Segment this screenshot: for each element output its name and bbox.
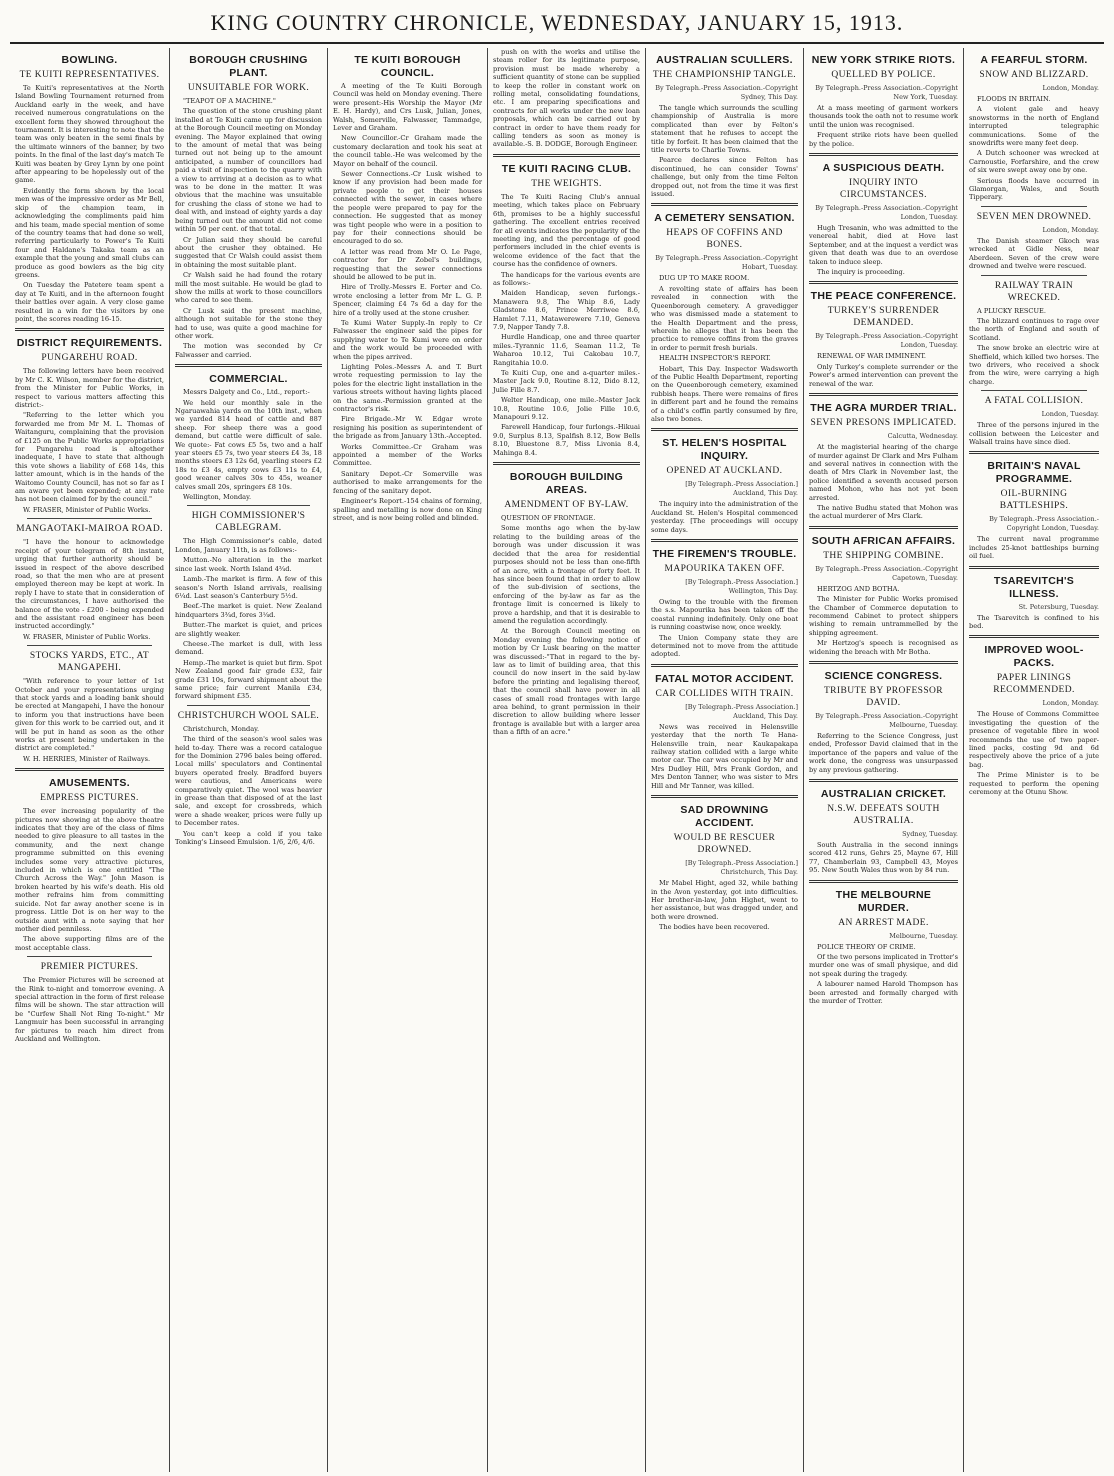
article-headline: AUSTRALIAN CRICKET. (820, 788, 947, 801)
article-paragraph: Of the two persons implicated in Trotter's murder one was of small physique, and did not speak during the tragedy. (809, 953, 958, 978)
article-paragraph: QUESTION OF FRONTAGE. (501, 514, 596, 523)
article-paragraph: The blizzard continues to rage over the north of England and south of Scotland. (969, 316, 1099, 342)
divider (969, 566, 1099, 569)
article-headline: SOUTH AFRICAN AFFAIRS. (811, 534, 956, 547)
article-headline: BOROUGH BUILDING AREAS. (509, 471, 624, 497)
article-headline: TE KUITI RACING CLUB. (501, 162, 632, 175)
divider (809, 880, 958, 883)
article (651, 795, 798, 931)
article-paragraph: Hugh Tresanin, who was admitted to the venereal habit, died at Hove last September, and at the inquest a verdict was given that death was due to an overdose taken to induce sleep. (809, 224, 958, 266)
article-headline: TSAREVITCH'S ILLNESS. (993, 574, 1075, 600)
article-paragraph: Farewell Handicap, four furlongs.-Hikuai 9.0, Surplus 8.13, Spalfish 8.12, Bow Bells 8.10, Bluestone 8.7, Miss Livonia 8.4, Mahinga 8.4. (493, 423, 640, 457)
article-paragraph: We held our monthly sale in the Ngaruawahia yards on the 10th inst., when we yarded 814 head of cattle and 887 sheep. For sheep there was a good demand, but cattle were difficult of sale. We quote:- Fat cows £5 5s, two and a half year steers £5 7s, two year steers £4 3s, 18 months steers £3 12s 6d, yearling steers £2 18s to £3 4s, empty cows £3 11s to £4, good weaner calves 30s to 45s, weaner calves small 20s, springers £8 10s. (175, 398, 322, 491)
article-paragraph: The native Budhu stated that Mohon was the actual murderer of Mrs Clark. (809, 503, 958, 521)
divider (175, 364, 322, 367)
article-paragraph: The question of the stone crushing plant installed at Te Kuiti came up for discussion at the Borough Council meeting on Monday evening. The Mayor explained that owing to the amount of metal that was being turned out not being up to the amount anticipated, a number of councillors had paid a visit of inspection to the quarry with a view to arriving at a decision as to what was to be done in the matter. It was obvious that the machine was unsuitable for crushing the class of stone we had to deal with, and instead of eighty yards a day being turned out the amount did not come within 50 per cent. of that total. (175, 107, 322, 234)
article-dateline: Melbourne, Tuesday. (889, 931, 958, 940)
divider (27, 645, 152, 646)
article-subhead: MANGAOTAKI-MAIROA ROAD. (16, 524, 163, 535)
article-headline: TE KUITI BOROUGH COUNCIL. (354, 54, 461, 79)
article-paragraph: News was received in Helensville yesterday that the north Te Hana-Helensville train, near Kaukapakapa railway station collided with a large white motor car. The car was occupied by Mr and Mrs Dudley Hill, Mrs Frank Gordon, and Mrs Denton Tanner, who was sister to Mrs Hill and Mr Tanner, was killed. (651, 722, 798, 790)
article-subhead: PAPER LININGS RECOMMENDED. (993, 673, 1075, 696)
divider (15, 768, 164, 771)
article (969, 566, 1099, 631)
article-paragraph: Owing to the trouble with the firemen the s.s. Mapourika has been taken off the coastal running indefinitely. Only one boat is running coastwise now, once weekly. (651, 598, 798, 632)
masthead-title: KING COUNTRY CHRONICLE, WEDNESDAY, JANUARY 15, 1913. (10, 8, 1104, 44)
article-dateline: By Telegraph.-Press Association.-Copyright London, Tuesday. (989, 515, 1099, 533)
divider (187, 505, 310, 506)
article (969, 275, 1099, 387)
divider (809, 281, 958, 284)
article-paragraph: "Referring to the letter which you forwarded me from Mr M. L. Thomas of Waitanguru, complaining that the provision of £125 on the Public Works appropriations for Pungarehu road is altogether inadequate, I have to state that although this vote shows a liability of £68 14s, this latter amount, which is in the hands of the Waitomo County Council, has not so far as I am aware yet been expended; at any rate has not been claimed for by the council." (15, 411, 164, 504)
article-subhead: PREMIER PICTURES. (40, 962, 139, 973)
article-headline: FATAL MOTOR ACCIDENT. (655, 672, 794, 685)
article-subhead: A FATAL COLLISION. (984, 396, 1084, 407)
divider (187, 705, 310, 706)
article-paragraph: W. FRASER, Minister of Public Works. (23, 505, 151, 514)
article-paragraph: Referring to the Science Congress, just ended, Professor David claimed that in the importance of the papers and value of the work done, the congress was unsurpassed by any previous gathering. (809, 732, 958, 774)
article-paragraph: Lamb.-The market is firm. A few of this season's North Island arrivals, realising 6¼d. Last season's Canterbury 5½d. (175, 575, 322, 600)
article-headline: BRITAIN'S NAVAL PROGRAMME. (987, 460, 1081, 486)
article-paragraph: A PLUCKY RESCUE. (977, 306, 1046, 315)
article-paragraph: Serious floods have occurred in Glamorgan, Wales, and South Tipperary. (969, 176, 1099, 202)
article (175, 505, 322, 700)
article-dateline: By Telegraph.-Press Association.-Copyright Sydney, This Day. (655, 84, 798, 101)
divider (969, 635, 1099, 638)
article-paragraph: RENEWAL OF WAR IMMINENT. (817, 352, 926, 361)
article-paragraph: Messrs Dalgety and Co., Ltd., report:- (183, 388, 310, 397)
article-paragraph: Welter Handicap, one mile.-Master Jack 10.8, Routine 10.6, Jolie Fille 10.6, Manapouri 9.12. (493, 396, 640, 422)
article-paragraph: The Premier Pictures will be screened at the Rink to-night and tomorrow evening. A special attraction in the form of first release films will be shown. The star attraction will be "Curfew Shall Not Ring To-night." Mr Langmuir has been successful in arranging for pictures to reach him direct from Auckland and Wellington. (15, 976, 164, 1043)
column-3 (328, 48, 488, 1472)
divider (651, 428, 798, 431)
article-paragraph: Engineer's Report.-154 chains of forming, spalling and metalling is now done on King street, and is now being rolled and blinded. (333, 497, 482, 522)
article-paragraph: Christchurch, Monday. (183, 724, 260, 733)
article-paragraph: At a mass meeting of garment workers thousands took the oath not to resume work until the union was recognised. (809, 104, 958, 129)
divider (15, 328, 164, 331)
article-subhead: STOCKS YARDS, ETC., AT MANGAPEHI. (29, 651, 150, 674)
article (175, 705, 322, 847)
article-paragraph: DUG UP TO MAKE ROOM. (659, 274, 750, 283)
article-paragraph: Cr Lusk said the present machine, although not suitable for the stone they had to use, was quite a good machine for other work. (175, 306, 322, 340)
article-paragraph: W. FRASER, Minister of Public Works. (23, 632, 151, 641)
article-dateline: London, Monday. (1042, 699, 1099, 708)
article-paragraph: Mr Mabel Hight, aged 32, while bathing in the Avon yesterday, got into difficulties. Her brother-in-law, John Highet, went to her assistance, but was dragged under, and both were drowned. (651, 879, 798, 921)
article-paragraph: "I have the honour to acknowledge receipt of your telegram of 8th instant, urging that further authority should be issued in respect of the above described road, so that the men who are at present employed thereon may be kept at work. In reply I have to state that in consideration of the circumstances, I have authorised the balance of the vote - £200 - being expended and the assistant road engineer has been instructed accordingly." (15, 538, 164, 631)
article-subhead: SEVEN MEN DROWNED. (976, 211, 1092, 222)
article-headline: THE FIREMEN'S TROUBLE. (652, 548, 797, 560)
divider (809, 393, 958, 396)
divider (651, 539, 798, 542)
article (175, 54, 322, 359)
article-headline: NEW YORK STRIKE RIOTS. (811, 54, 956, 66)
article (809, 54, 958, 148)
article-paragraph: The snow broke an electric wire at Sheffield, which killed two horses. The two drivers, who received a shock from the wire, were carrying a high charge. (969, 344, 1099, 386)
article-subhead: THE CHAMPIONSHIP TANGLE. (652, 70, 797, 80)
article-dateline: By Telegraph.-Press Association.-Copyright London, Tuesday. (815, 332, 958, 350)
article-paragraph: The Danish steamer Gkoch was wrecked at Gidle Ness, near Aberdeen. Seven of the crew were drowned and twelve were rescued. (969, 236, 1099, 271)
divider (981, 390, 1087, 391)
article-paragraph: HEALTH INSPECTOR'S REPORT. (659, 354, 771, 363)
divider (809, 779, 958, 782)
article (969, 390, 1099, 446)
article-subhead: CAR COLLIDES WITH TRAIN. (655, 688, 794, 699)
article-paragraph: HERTZOG AND BOTHA. (817, 584, 900, 593)
article-paragraph: The motion was seconded by Cr Falwasser and carried. (175, 342, 322, 359)
column-7 (964, 48, 1104, 1472)
article-subhead: MAPOURIKA TAKEN OFF. (664, 564, 785, 574)
article-paragraph: On Tuesday the Patetere team spent a day at Te Kuiti, and in the afternoon fought their battles over again. A very close game resulted in a win for the visitors by one point, the scores reading 16-15. (15, 281, 164, 323)
divider (981, 206, 1087, 207)
article (809, 393, 958, 521)
article-dateline: By Telegraph.-Press Association.-Copyright Hobart, Tuesday. (655, 254, 798, 272)
article-paragraph: Some months ago when the by-law relating to the building areas of the borough was under discussion it was decided that the area for residential purposes should not be less than one-fifth of an acre, with a frontage of forty feet. It has since been found that in order to allow of the sub-division of sections, the enforcing of the by-law as far as the frontage limit is concerned is likely to prove a hardship, and that it is desirable to amend the regulation accordingly. (493, 524, 640, 625)
article-paragraph: The ever increasing popularity of the pictures now showing at the above theatre indicates that they are of the class of films needed to give pleasure to all tastes in the community, and the next change programme submitted on this evening includes some very attractive pictures, included in which is one entitled "The Church Across the Way." John Mason is broken hearted by his wife's death. His old mother refrains him from committing suicide. Not far away another scene is in progress. Little Dot is on her way to the outside aunt with a note saying that her mother died penniless. (15, 807, 164, 933)
article-paragraph: Cr Julian said they should be careful about the crusher they obtained. He suggested that Cr Walsh could assist them in obtaining the most suitable plant. (175, 235, 322, 269)
article-paragraph: A labourer named Harold Thompson has been arrested and formally charged with the murder of Trotter. (809, 980, 958, 1006)
column-2 (170, 48, 328, 1472)
article-paragraph: The bodies have been recovered. (659, 923, 770, 932)
article-subhead: RAILWAY TRAIN WRECKED. (994, 280, 1074, 303)
article-paragraph: Three of the persons injured in the collision between the Leicester and Walsall trains have since died. (969, 421, 1099, 446)
article-paragraph: Beef.-The market is quiet. New Zealand hindquarters 3¾d, fores 3¼d. (175, 602, 322, 619)
article-paragraph: The inquiry into the administration of the Auckland St. Helen's Hospital commenced yesterday. [The proceedings will occupy some days. (651, 500, 798, 534)
article-subhead: CHRISTCHURCH WOOL SALE. (177, 710, 320, 721)
article-dateline: By Telegraph.-Press Association.-Copyright London, Tuesday. (815, 204, 958, 222)
article-paragraph: Evidently the form shown by the local men was of the impressive order as Mr Bell, skip of the champion team, in acknowledging the compliments paid him and his team, made special mention of some of the country teams that had done so well, referring particularly to Power's Te Kuiti four and Haldane's Takaka team as an example that the young and small clubs can produce as good bowlers as the big city greens. (15, 186, 164, 279)
article-paragraph: A violent gale and heavy snowstorms in the north of England interrupted telegraphic communications. Some of the snowdrifts were many feet deep. (969, 105, 1099, 148)
article-paragraph: POLICE THEORY OF CRIME. (817, 942, 916, 951)
article-subhead: EMPRESS PICTURES. (40, 793, 139, 804)
article (333, 54, 482, 522)
article-paragraph: You can't keep a cold if you take Tonking's Linseed Emulsion. 1/6, 2/6, 4/6. (175, 829, 322, 847)
article-subhead: THE SHIPPING COMBINE. (823, 550, 944, 561)
article-dateline: Calcutta, Wednesday. (887, 432, 958, 441)
article-paragraph: FLOODS IN BRITAIN. (977, 95, 1051, 103)
article-paragraph: Cheese.-The market is dull, with less demand. (175, 639, 322, 657)
article-headline: THE AGRA MURDER TRIAL. (810, 402, 957, 415)
article-paragraph: The High Commissioner's cable, dated London, January 11th, is as follows:- (175, 537, 322, 554)
article-headline: AMUSEMENTS. (49, 777, 130, 790)
article (15, 645, 164, 763)
article-paragraph: Fire Brigade.-Mr W. Edgar wrote resigning his position as superintendent of the brigade as from January 13th.-Accepted. (333, 415, 482, 441)
article (651, 428, 798, 534)
article-subhead: HEAPS OF COFFINS AND BONES. (666, 228, 783, 251)
article-paragraph: Wellington, Monday. (183, 493, 252, 502)
article-headline: SAD DROWNING ACCIDENT. (680, 804, 769, 830)
article-dateline: London, Monday. (1042, 225, 1099, 234)
divider (969, 451, 1099, 454)
article-paragraph: New Councillor.-Cr Graham made the customary declaration and took his seat at the council table.-He was welcomed by the Mayor on behalf of the council. (333, 134, 482, 168)
article-paragraph: The Minister for Public Works promised the Chamber of Commerce deputation to recommend Cabinet to protect shippers wishing to remain untrammelled by the shipping agreement. (809, 595, 958, 637)
article-subhead: SNOW AND BLIZZARD. (979, 70, 1089, 80)
divider (493, 462, 640, 465)
article-headline: THE PEACE CONFERENCE. (810, 290, 957, 303)
article (493, 48, 640, 149)
article (969, 635, 1099, 796)
article-paragraph: Hobart, This Day. Inspector Wadsworth of the Public Health Department, reporting on the Queenborough cemetery, examined rubbish heaps. There were remains of fires in different part and he found the remains of a child's coffin partly consumed by fire, also two bones. (651, 364, 798, 423)
article-subhead: TE KUITI REPRESENTATIVES. (19, 70, 160, 80)
column-6 (804, 48, 964, 1472)
article-paragraph: A revolting state of affairs has been revealed in connection with the Queenborough cemetery. A gravedigger who was dismissed made a statement to the Health Department and the press, wherein he alleges that it has been the practice to remove coffins from the graves in order to permit fresh burials. (651, 284, 798, 352)
article-headline: AUSTRALIAN SCULLERS. (656, 54, 793, 66)
article-paragraph: South Australia in the second innings scored 412 runs, Gehrs 25, Mayne 67, Hill 77, Chamberlain 93, Campbell 43, Moyes 95. New South Wales thus won by 84 run. (809, 841, 958, 875)
column-5 (646, 48, 804, 1472)
article-dateline: Sydney, Tuesday. (902, 830, 958, 839)
divider (809, 661, 958, 664)
article-paragraph: The House of Commons Committee investigating the question of the presence of vegetable fibre in wool recommends the use of two paper-lined packs, costing 9d and 6d respectively above the price of a jute bag. (969, 710, 1099, 769)
article (969, 206, 1099, 271)
article-paragraph: Cr Walsh said he had found the rotary mill the most suitable. He would be glad to show the mills at work to those councillors who cared to see them. (175, 271, 322, 305)
article-paragraph: The inquiry is proceeding. (817, 268, 905, 277)
article-paragraph: Hire of Trolly.-Messrs E. Forter and Co. wrote enclosing a letter from Mr L. G. P. Spencer, claiming £4 7s 6d a day for the hire of a trolly used at the stone crusher. (333, 283, 482, 317)
article-headline: BOWLING. (61, 54, 118, 66)
divider (493, 154, 640, 157)
article-headline: DISTRICT REQUIREMENTS. (16, 337, 163, 350)
article (15, 768, 164, 952)
article-dateline: [By Telegraph.-Press Association.] Wellington, This Day. (685, 578, 798, 595)
article (651, 54, 798, 198)
article-subhead: OPENED AT AUCKLAND. (666, 466, 783, 477)
article-paragraph: Te Kumi Water Supply.-In reply to Cr Falwasser the engineer said the pipes for supplying water to Te Kumi were on order and the work would be proceeded with when the pipes arrived. (333, 318, 482, 361)
divider (651, 664, 798, 667)
article-dateline: St. Petersburg, Tuesday. (1018, 602, 1099, 611)
article-paragraph: Te Kuiti's representatives at the North Island Bowling Tournament returned from Auckland early in the week, and have received numerous congratulations on the excellent form they showed throughout the tournament. It is interesting to note that the team was only beaten in the semi finals by the ultimate winners of the banner, by two points. In the final of the last day's match Te Kuiti was beaten by Grey Lynn by one point after appearing to be hopelessly out of the game. (15, 84, 164, 185)
article-headline: A CEMETERY SENSATION. (654, 212, 795, 225)
article-paragraph: The Prime Minister is to be requested to perform the opening ceremony at the Otunu Show. (969, 771, 1099, 797)
divider (809, 526, 958, 529)
article (15, 956, 164, 1043)
article-subhead: OIL-BURNING BATTLESHIPS. (999, 489, 1069, 512)
article-subhead: TURKEY'S SURRENDER DEMANDED. (827, 306, 940, 329)
article (493, 154, 640, 457)
article-paragraph: A meeting of the Te Kuiti Borough Council was held on Monday evening. There were present:-His Worship the Mayor (Mr E. H. Hardy), and Crs Lusk, Julian, Jones, Walsh, Somerville, Falwasser, Tammadge, Lever and Graham. (333, 82, 482, 133)
article-headline: SCIENCE CONGRESS. (824, 670, 943, 682)
divider (981, 275, 1087, 276)
column-4 (488, 48, 646, 1472)
article-subhead: N.S.W. DEFEATS SOUTH AUSTRALIA. (827, 804, 940, 827)
article-paragraph: A letter was read from Mr O. Le Page, contractor for Dr Zobel's buildings, requesting that the sewer connections should be allowed to be put in. (333, 247, 482, 281)
article-paragraph: The current naval programme includes 25-knot battleships burning oil fuel. (969, 535, 1099, 561)
article-headline: BOROUGH CRUSHING PLANT. (189, 54, 308, 79)
article-paragraph: Only Turkey's complete surrender or the Power's armed intervention can prevent the renewal of the war. (809, 362, 958, 388)
article-paragraph: The third of the season's wool sales was held to-day. There was a record catalogue for the Dominion 2796 bales being offered. Local mills' speculators and Continental buyers operated freely. Bradford buyers were cautious, and Americans were comparatively quiet. The wool was heavier in grease than that disposed of at the last sale, and except for crossbreds, which were a shade weaker, prices were fully up to December rates. (175, 735, 322, 828)
article-paragraph: W. H. HERRIES, Minister of Railways. (23, 754, 151, 763)
article-subhead: SEVEN PRESONS IMPLICATED. (810, 418, 957, 429)
article-paragraph: Hemp.-The market is quiet but firm. Spot New Zealand good fair grade £32, fair grade £31 10s, forward shipment about the same price; fair current Manila £34, forward shipment £35. (175, 658, 322, 701)
divider (651, 795, 798, 798)
article-paragraph: Butter.-The market is quiet, and prices are slightly weaker. (175, 621, 322, 638)
article-paragraph: Pearce declares since Felton has discontinued, he can consider Towns' challenge, but only from the time Felton dropped out, not from the time it was first issued. (651, 156, 798, 199)
divider (27, 956, 152, 957)
article (651, 664, 798, 790)
article-paragraph: Te Kuiti Cup, one and a-quarter miles.-Master Jack 9.0, Routine 8.12, Dido 8.12, Julie Fille 8.7. (493, 369, 640, 394)
article (651, 539, 798, 659)
article (809, 153, 958, 276)
article-dateline: By Telegraph.-Press Association.-Copyright New York, Tuesday. (815, 84, 958, 101)
article (809, 661, 958, 774)
article-headline: ST. HELEN'S HOSPITAL INQUIRY. (662, 437, 787, 463)
article-paragraph: At the magisterial hearing of the charge of murder against Dr Clark and Mrs Fulham and several natives in connection with the death of Mrs Clark in November last, the police identified a seventh accused person named Mohon, who has not yet been arrested. (809, 443, 958, 502)
article-paragraph: Frequent strike riots have been quelled by the police. (809, 131, 958, 148)
article (809, 779, 958, 875)
column-1 (10, 48, 170, 1472)
article-paragraph: The tangle which surrounds the sculling championship of Australia is more complicated than ever by Felton's statement that he refuses to accept the title by forfeit. It has been claimed that the title reverts to Charlie Towns. (651, 104, 798, 155)
article-subhead: AMENDMENT OF BY-LAW. (504, 500, 629, 511)
article (651, 203, 798, 423)
article-dateline: London, Monday. (1042, 84, 1099, 92)
article-paragraph: The Tsarevitch is confined to his bed. (969, 613, 1099, 630)
article (15, 328, 164, 514)
article-paragraph: Lighting Poles.-Messrs A. and T. Burt wrote requesting permission to lay the poles for the electric light installation in the various streets without having lights placed on the same.-Permission granted at the contractor's risk. (333, 363, 482, 414)
article-paragraph: The following letters have been received by Mr C. K. Wilson, member for the district, from the Minister for Public Works, in respect to various matters affecting this district:- (15, 367, 164, 409)
article (493, 462, 640, 737)
article-dateline: By Telegraph.-Press Association.-Copyright Melbourne, Tuesday. (815, 712, 958, 729)
article-subhead: PUNGAREHU ROAD. (41, 353, 138, 364)
article-paragraph: Works Committee.-Cr Graham was appointed a member of the Works Committee. (333, 442, 482, 468)
article (969, 54, 1099, 202)
article (809, 880, 958, 1006)
article-dateline: London, Tuesday. (1041, 410, 1099, 419)
article-subhead: HIGH COMMISSIONER'S CABLEGRAM. (191, 511, 306, 534)
article-paragraph: Maiden Handicap, seven furlongs.-Manawera 9.8, The Whip 8.6, Lady Gladstone 8.6, Prince Merriwee 8.6, Hamlet 7.11, Matawerewere 7.10, Geneva 7.9, Napper Tandy 7.8. (493, 289, 640, 331)
article-dateline: By Telegraph.-Press Association.-Copyright Capetown, Tuesday. (815, 564, 958, 582)
article-subhead: TRIBUTE BY PROFESSOR DAVID. (823, 686, 944, 708)
article-paragraph: "TEAPOT OF A MACHINE." (183, 97, 276, 105)
article-paragraph: Mutton.-No alteration in the market since last week. North Island 4¾d. (175, 556, 322, 573)
article-dateline: [By Telegraph.-Press Association.] Christchurch, This Day. (685, 859, 798, 877)
article-paragraph: Sanitary Depot.-Cr Somerville was authorised to make arrangements for the fencing of the sanitary depot. (333, 469, 482, 495)
article-paragraph: Mr Hertzog's speech is recognised as widening the breach with Mr Botha. (809, 639, 958, 656)
article-subhead: INQUIRY INTO CIRCUMSTANCES. (840, 178, 927, 201)
article-headline: IMPROVED WOOL-PACKS. (984, 644, 1084, 670)
article-dateline: [By Telegraph.-Press Association.] Auckland, This Day. (685, 480, 798, 498)
divider (27, 518, 152, 519)
article-headline: A FEARFUL STORM. (980, 54, 1088, 66)
article-subhead: WOULD BE RESCUER DROWNED. (673, 833, 776, 856)
article-paragraph: The handicaps for the various events are as follows:- (493, 270, 640, 287)
article-paragraph: "With reference to your letter of 1st October and your representations urging that stock yards and a loading bank should be erected at Mangapehi, I have the honour to inform you that instructions have been given for this work to be carried out, and it will be put in hand as soon as the other works at present being undertaken in the district are completed." (15, 677, 164, 753)
article-paragraph: The Union Company state they are determined not to move from the attitude adopted. (651, 633, 798, 659)
article-subhead: THE WEIGHTS. (531, 178, 602, 189)
article (969, 451, 1099, 560)
article-paragraph: At the Borough Council meeting on Monday evening the following notice of motion by Cr Lusk bearing on the matter was discussed:-"That in regard to the by-law as to limit of building area, that this council do now insert in the said by-law before the printing and legalising thereof, that the council shall have power in all cases of small road frontages with large area behind, to grant permission in their discretion to allow building where lesser frontage is available but with a larger area than a fifth of an acre." (493, 627, 640, 737)
divider (651, 203, 798, 206)
article (15, 54, 164, 323)
article-paragraph: Sewer Connections.-Cr Lusk wished to know if any provision had been made for private people to get their houses connected with the sewer, in cases where the people were prepared to pay for the connection. He suggested that as money was tight people who were in a position to pay for their connections should be encouraged to do so. (333, 170, 482, 246)
article-headline: A SUSPICIOUS DEATH. (822, 162, 945, 175)
article (809, 281, 958, 388)
article (175, 364, 322, 501)
article-paragraph: push on with the works and utilise the steam roller for its legitimate purpose, provision must be made whereby a sufficient quantity of stone can be supplied to keep the roller in constant work on rolling metal, consolidating foundations, etc. I am preparing specifications and contracts for all works under the new loan proposals, which can be carried out by contract in order to have them ready for calling tenders as soon as money is available.-S. B. DODGE, Borough Engineer. (493, 48, 640, 149)
article-headline: COMMERCIAL. (209, 373, 288, 386)
article-paragraph: The Te Kuiti Racing Club's annual meeting, which takes place on February 6th, promises to be a highly successful gathering. The excellent entries received for all events indicates the popularity of the meeting ing, and the percentage of good performers included in the chief events is welcome evidence of the fact that the course has the confidence of owners. (493, 192, 640, 269)
article (15, 518, 164, 641)
article-subhead: AN ARREST MADE. (838, 917, 929, 928)
article-paragraph: Hurdle Handicap, one and three quarter miles.-Tyrannic 11.6, Seaman 11.2, Te Waharoa 10.12, Tui Cakobau 10.7, Rangitahia 10.0. (493, 333, 640, 367)
article-paragraph: A Dutch schooner was wrecked at Carnoustie, Forfarshire, and the crew of six were swept away one by one. (969, 149, 1099, 175)
article-dateline: [By Telegraph.-Press Association.] Auckland, This Day. (685, 702, 798, 720)
article (809, 526, 958, 656)
article-headline: THE MELBOURNE MURDER. (835, 888, 932, 914)
article-paragraph: The above supporting films are of the most acceptable class. (15, 935, 164, 952)
article-subhead: QUELLED BY POLICE. (831, 70, 936, 80)
article-subhead: UNSUITABLE FOR WORK. (187, 83, 310, 93)
divider (809, 153, 958, 156)
columns-container (10, 48, 1104, 1472)
